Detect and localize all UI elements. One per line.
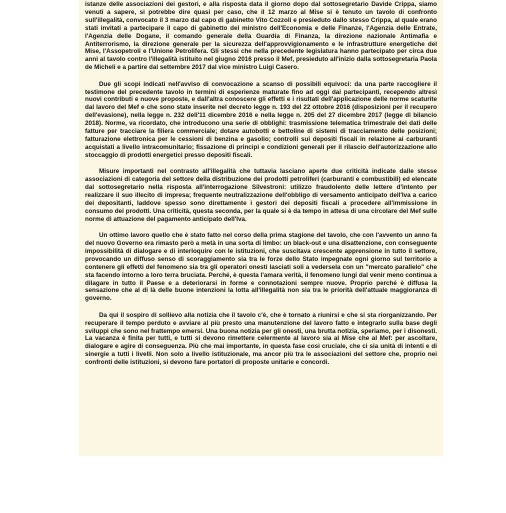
paragraph-4: Un ottimo lavoro quello che è stato fatto nel corso della prima stagione del tavolo, che con l'avvento un anno fa del nuovo Governo era rimasto però a metà in una sorta di limbo: un black-out e una disattenzione, con conseguente impossibilità di dialogare e di interloquire con le istituzioni, che suscitava crescente apprensione in tutto il settore, provocando un diffuso senso di scoraggiamento sia tra le forze dello Stato impegnate ogni giorno sul territorio a contenere gli effetti del fenomeno sia tra gli operatori onesti lasciati soli a vedersela con un "mercato parallelo" che sta facendo intorno a loro terra bruciata. Perché, è questa l'amara verità, il fenomeno lungi dal venir meno continua a dilagare in tutto il Paese e a deteriorarsi in forme e connotazioni sempre nuove. Proprio perché è diffusa la sensazione che al di là delle buone intenzioni la lotta all'illegalità non sia tra le priorità dell'attuale maggioranza di governo. [85,232,437,303]
paragraph-2: Due gli scopi indicati nell'avviso di convocazione a scanso di possibili equivoci: da una parte raccogliere il testimone del precedente tavolo in termini di esperienze maturate fino ad oggi dai partecipanti, recependo altresì nuovi contributi e nuove proposte, e dall'altra conoscere gli effetti e i risultati dell'applicazione delle norme scaturite dal lavoro del Mef e che sono state inserite nel decreto legge n. 193 del 22 ottobre 2016 (disposizioni per il recupero dell'evasione), nella legge n. 232 dell'11 dicembre 2016 e nella legge n. 205 del 27 dicembre 2017 (legge di bilancio 2018). Norme, va ricordato, che introducono una serie di obblighi: trasmissione telematica trimestrale dei dati delle fatture per tracciare la filiera commerciale; dotare autobotti e bettoline di sistemi di tracciamento delle posizioni; fatturazione elettronica per le cessioni di benzina e gasolio; controlli sui depositi fiscali in relazione ai carburanti acquistati a livello intracomunitario; fissazione di principi e condizioni generali per il rilascio dell'autorizzazione allo stoccaggio di prodotti energetici presso depositi fiscali. [85,80,437,159]
article-body [85,1,437,367]
paragraph-3: Misure importanti nel contrasto all'illegalità che tuttavia lasciano aperte due criticità indicate dalle stesse associazioni di categoria del settore della distribuzione dei prodotti petroliferi (carburanti e combustibili) ed elencate dal sottosegretario nella risposta all'interrogazione Silvestroni: utilizzo fraudolento delle lettere d'intento per realizzare il suo illecito di impresa; frequente neutralizzazione dell'obbligo di versamento anticipato dell'Iva a carico dei depositanti, laddove spesso sono direttamente i gestori dei depositi fiscali a procedere all'immissione in consumo dei prodotti. Una criticità, questa seconda, per la quale si è da tempo in attesa di una circolare del Mef sulle norme di attuazione del pagamento anticipato dell'Iva. [85,168,437,223]
paragraph-5: Da qui il sospiro di sollievo alla notizia che il tavolo c'è, che è tornato a riunirsi e che si sta riorganizzando. Per recuperare il tempo perduto e avviare al più presto una manutenzione del lavoro fatto e integrarlo sulla base degli sviluppi che sono nel frattempo emersi. Una buona notizia per gli onesti, una brutta notizia, speriamo, per i disonesti. La vacanza è finita per tutti, e tutti si devono rimettere celermente al lavoro sia al Mise che al Mef: per ascoltare, dialogare e agire di conseguenza. Più che mai importante, in questa fase così cruciale, che ci sia unità di intenti e di sinergie a tutti i livelli. Non solo a livello istituzionale, ma ancor più tra le associazioni del settore che, proprio nei confronti delle istituzioni, si devono fare portatori di proposte unitarie e concordi. [85,311,437,367]
document-sheet [79,0,443,456]
paragraph-1: istanze delle associazioni dei gestori, e alla risposta data il giorno dopo dal sottosegretario Davide Crippa, siamo venuti a sapere, si potrebbe dire quasi per caso, che il 12 marzo al Mise si è tenuto un tavolo di confronto sull'illegalità, convocato il 3 marzo dal capo di gabinetto Vito Cozzoli e presieduto dallo stesso Crippa, al quale erano stati invitati a partecipare il capo di gabinetto del ministro dell'Economia e delle Finanze, l'Agenzia delle Entrate, l'Agenzia delle Dogane, il comando generale della Guardia di Finanza, la direzione nazionale Antimafia e Antiterrorismo, la direzione generale per la sicurezza dell'approvvigionamento e le infrastrutture energetiche del Mise, l'Assopetroli e l'Unione Petrolifera. Gli stessi che nella precedente legislatura hanno partecipato per circa due anni al tavolo contro l'illegalità istituito nel giugno 2016 presso il Mef, presieduto all'inizio dalla sottosegretaria Paola de Micheli e a partire dal settembre 2017 dal vice ministro Luigi Casero. [85,1,437,72]
